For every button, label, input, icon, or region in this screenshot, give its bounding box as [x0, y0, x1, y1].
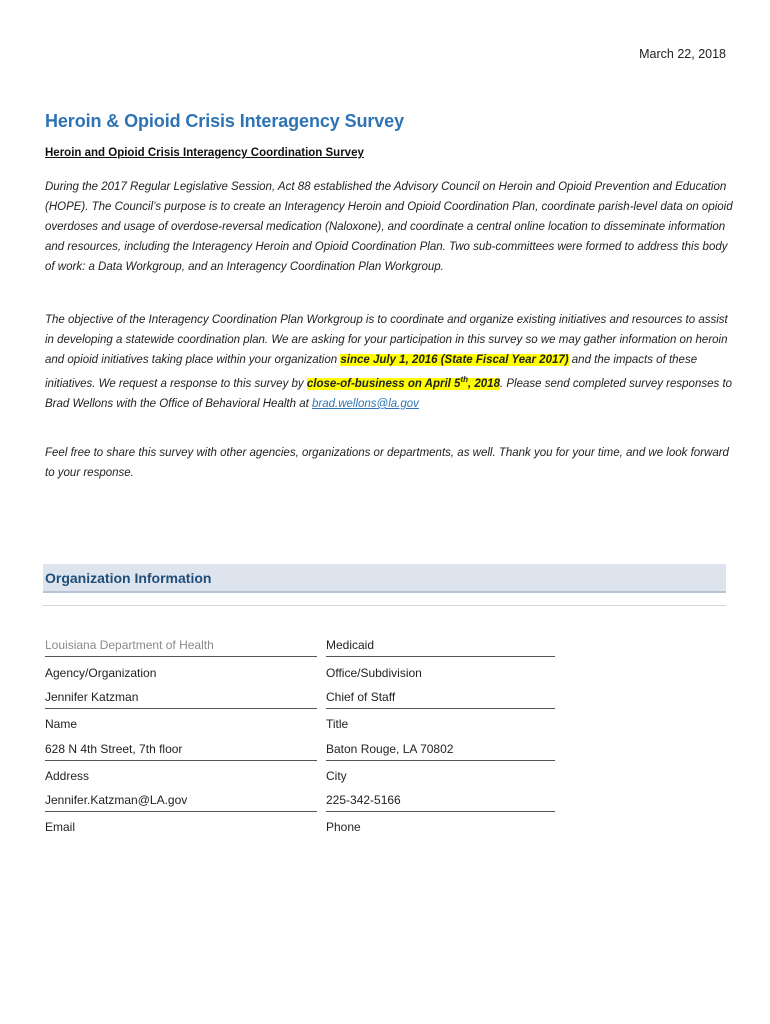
paragraph-text: The objective of the Interagency Coordination Plan Workgroup is to coordinate and organize existing initiatives and resources to assist in developing a statewide coordination plan. We are asking for your participation in this survey so we may gather information on heroin and opioid initiatives taking place within your organization: [45, 314, 728, 366]
highlight-fiscal-year: since July 1, 2016 (State Fiscal Year 2017): [340, 354, 569, 366]
section-title: Organization Information: [45, 570, 212, 586]
intro-paragraph-2: [45, 310, 735, 414]
email-label: Email: [45, 820, 76, 834]
title-field[interactable]: Chief of Staff: [326, 690, 555, 709]
deadline-ordinal: th: [460, 375, 468, 384]
agency-label: Agency/Organization: [45, 666, 157, 680]
phone-field[interactable]: 225-342-5166: [326, 793, 555, 812]
title-label: Title: [326, 717, 349, 731]
paragraph-text: . Please send completed survey responses to Brad Wellons with the Office of Behavioral Health at: [45, 377, 733, 410]
city-field[interactable]: Baton Rouge, LA 70802: [326, 742, 555, 761]
document-date: March 22, 2018: [639, 47, 726, 61]
phone-label: Phone: [326, 820, 361, 834]
name-label: Name: [45, 717, 78, 731]
office-label: Office/Subdivision: [326, 666, 422, 680]
address-label: Address: [45, 769, 90, 783]
city-label: City: [326, 769, 347, 783]
contact-email-link[interactable]: brad.wellons@la.gov: [311, 397, 419, 410]
deadline-text: close-of-business on April 5: [306, 377, 461, 390]
email-field[interactable]: Jennifer.Katzman@LA.gov: [45, 793, 317, 812]
intro-paragraph-3: Feel free to share this survey with other agencies, organizations or departments, as well. Thank you for your time, and we look forward to your response.: [45, 447, 729, 479]
address-field[interactable]: 628 N 4th Street, 7th floor: [45, 742, 317, 761]
section-divider: [43, 605, 726, 606]
paragraph-text: and the impacts of these initiatives. We request a response to this survey by: [45, 354, 698, 390]
highlight-deadline: [306, 375, 500, 390]
agency-field[interactable]: Louisiana Department of Health: [45, 638, 317, 657]
name-field[interactable]: Jennifer Katzman: [45, 690, 317, 709]
office-field[interactable]: Medicaid: [326, 638, 555, 657]
intro-paragraph-1: During the 2017 Regular Legislative Session, Act 88 established the Advisory Council on Heroin and Opioid Prevention and Education (HOPE). The Council’s purpose is to create an Interagency Heroin and Opioid Coordination Plan, coordinate parish-level data on opioid overdoses and usage of overdose-reversal medication (Naloxone), and coordinate a central online location to disseminate information and resources, including the Interagency Heroin and Opioid Coordination Plan. Two sub-committees were formed to address this body of work: a Data Workgroup, and an Interagency Coordination Plan Workgroup.: [45, 181, 733, 273]
survey-subtitle: Heroin and Opioid Crisis Interagency Coordination Survey: [45, 147, 364, 159]
survey-title: Heroin & Opioid Crisis Interagency Survey: [45, 111, 405, 131]
deadline-year: , 2018: [468, 377, 500, 390]
